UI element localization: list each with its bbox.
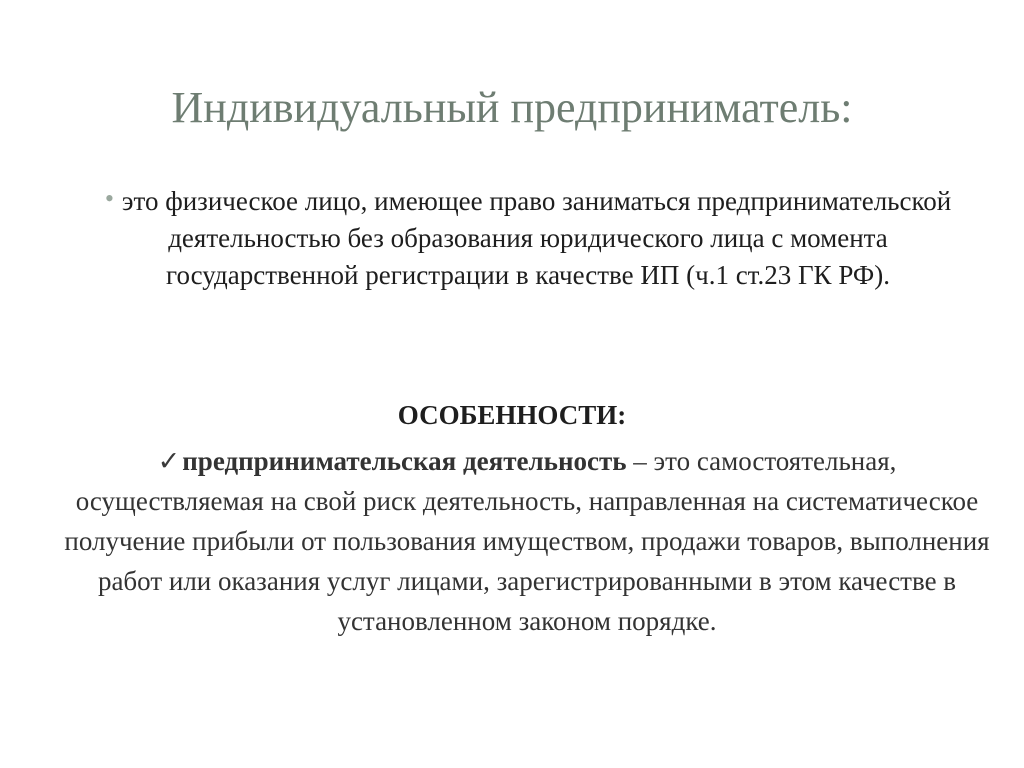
definition-text: это физическое лицо, имеющее право заниматься предпринимательской деятельностью без образования юридического лица с момента государственной регистрации в качестве ИП (ч.1 ст.23 ГК РФ). bbox=[121, 186, 952, 290]
feature-text: – это самостоятельная, осуществляемая на свой риск деятельность, направленная на систематическое получение прибыли от пользования имуществом, продажи товаров, выполнения работ или оказания услуг лицами, зарегистрированными в этом качестве в установленном законом порядке. bbox=[64, 446, 990, 636]
slide-title: Индивидуальный предприниматель: bbox=[171, 83, 853, 132]
checkmark-icon: ✓ bbox=[157, 446, 181, 476]
feature-term: предпринимательская деятельность bbox=[182, 446, 627, 476]
bullet-icon: • bbox=[104, 184, 114, 213]
feature-paragraph bbox=[62, 441, 992, 641]
definition-paragraph bbox=[70, 183, 986, 294]
features-heading: ОСОБЕННОСТИ: bbox=[397, 400, 627, 430]
